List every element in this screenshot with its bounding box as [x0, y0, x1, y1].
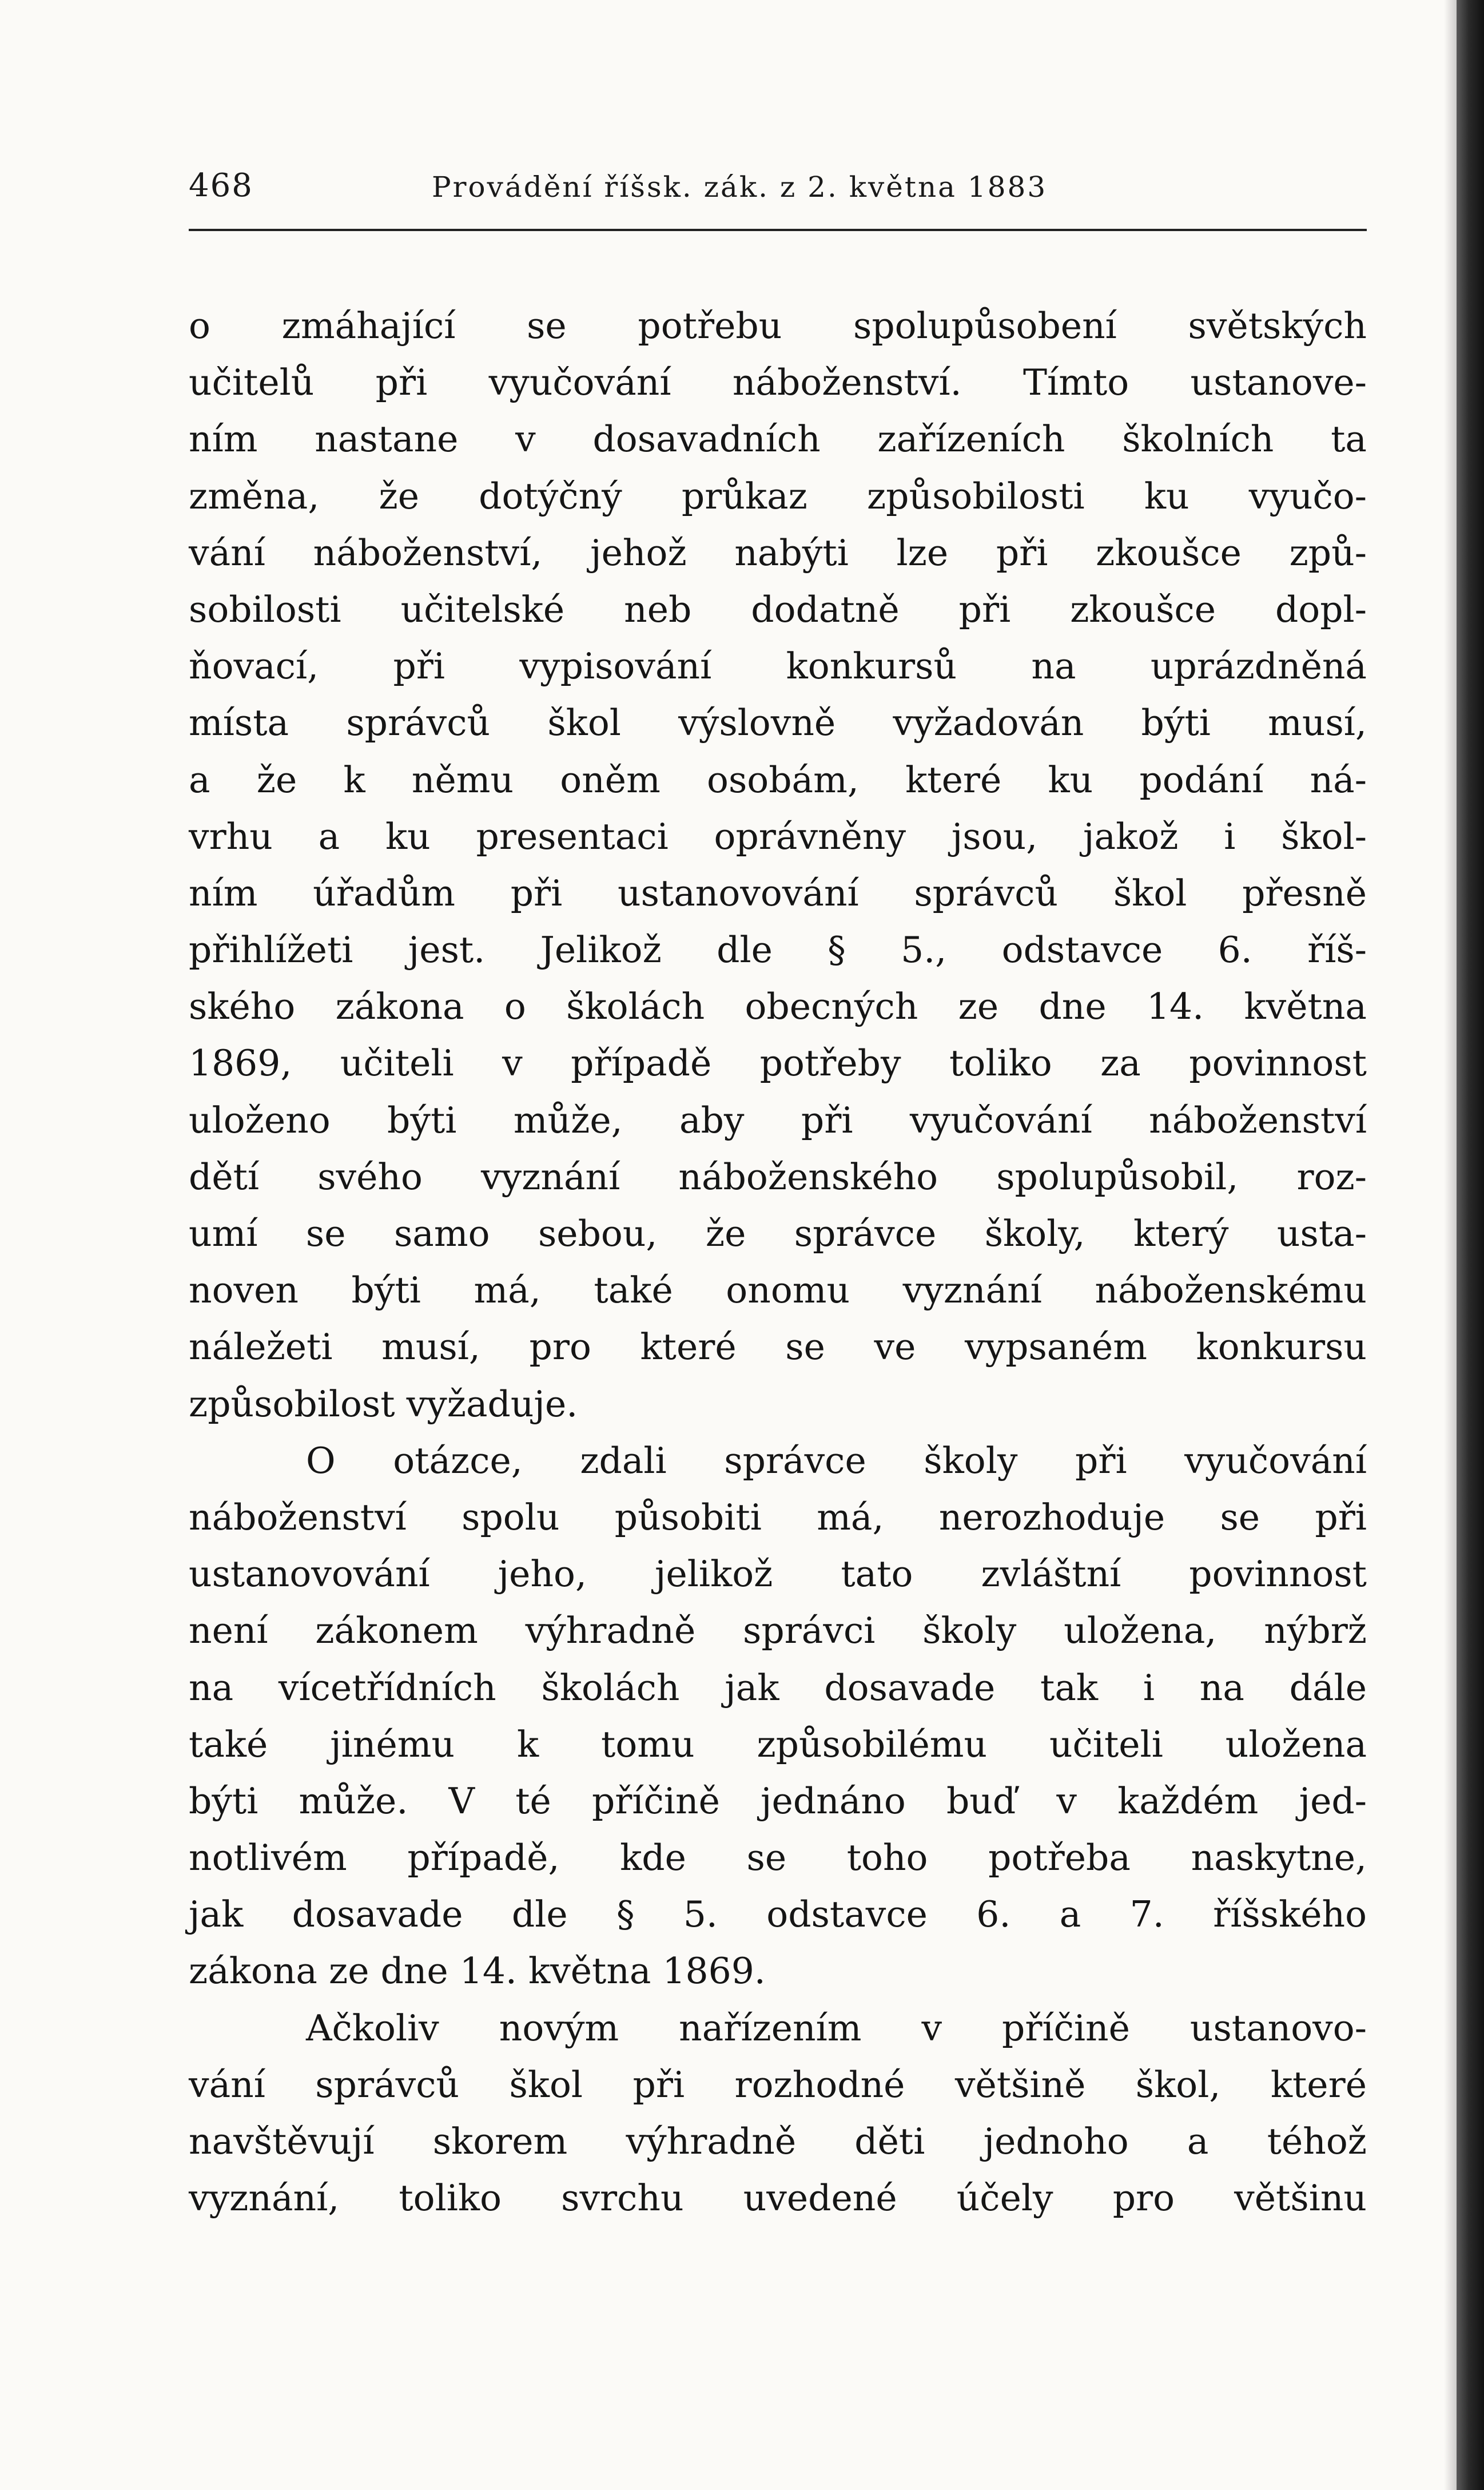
text-line: býti může. V té příčině jednáno buď v každém jed-	[189, 1780, 1367, 1822]
text-line: ním úřadům při ustanovování správců škol přesně	[189, 872, 1367, 914]
text-line: náboženství spolu působiti má, nerozhoduje se při	[189, 1496, 1367, 1538]
header-rule	[189, 229, 1367, 231]
binding-shadow	[1444, 0, 1457, 2490]
text-line: o zmáhající se potřebu spolupůsobení světských	[189, 305, 1367, 347]
text-line: náležeti musí, pro které se ve vypsaném konkursu	[189, 1326, 1367, 1368]
body-text	[189, 297, 1367, 2226]
text-line: noven býti má, také onomu vyznání náboženskému	[189, 1269, 1367, 1312]
text-line: místa správců škol výslovně vyžadován býti musí,	[189, 702, 1367, 744]
text-line: notlivém případě, kde se toho potřeba naskytne,	[189, 1837, 1367, 1879]
running-head: Provádění říšsk. zák. z 2. května 1883	[432, 170, 1048, 204]
text-line: vání správců škol při rozhodné většině škol, které	[189, 2063, 1367, 2106]
text-line: O otázce, zdali správce školy při vyučování	[306, 1439, 1367, 1482]
text-line: umí se samo sebou, že správce školy, který usta-	[189, 1213, 1367, 1254]
text-line: způsobilost vyžaduje.	[189, 1383, 578, 1425]
text-line: učitelů při vyučování náboženství. Tímto ustanove-	[189, 362, 1367, 404]
page-number: 468	[189, 167, 253, 204]
text-line: ním nastane v dosavadních zařízeních školních ta	[189, 418, 1367, 460]
text-line: sobilosti učitelské neb dodatně při zkoušce dopl-	[189, 588, 1367, 630]
text-line: ňovací, při vypisování konkursů na uprázdněná	[189, 645, 1367, 688]
text-line: zákona ze dne 14. května 1869.	[189, 1950, 766, 1992]
text-line: navštěvují skorem výhradně děti jednoho a téhož	[189, 2120, 1367, 2162]
text-line: Ačkoliv novým nařízením v příčině ustanovo-	[306, 2007, 1367, 2049]
text-line: a že k němu oněm osobám, které ku podání ná-	[189, 758, 1367, 801]
text-line: vrhu a ku presentaci oprávněny jsou, jakož i škol-	[189, 815, 1367, 857]
text-line: vání náboženství, jehož nabýti lze při zkoušce způ-	[189, 531, 1367, 574]
text-line: přihlížeti jest. Jelikož dle § 5., odstavce 6. říš-	[189, 929, 1367, 971]
book-binding-edge	[1457, 0, 1484, 2490]
text-line: není zákonem výhradně správci školy uložena, nýbrž	[189, 1610, 1367, 1652]
page-header	[189, 167, 1367, 219]
text-line: jak dosavade dle § 5. odstavce 6. a 7. říšského	[189, 1893, 1367, 1936]
text-line: dětí svého vyznání náboženského spolupůsobil, roz-	[189, 1155, 1367, 1198]
text-line: vyznání, toliko svrchu uvedené účely pro většinu	[189, 2177, 1367, 2219]
text-line: 1869, učiteli v případě potřeby toliko za povinnost	[189, 1042, 1367, 1085]
text-line: uloženo býti může, aby při vyučování náboženství	[189, 1099, 1367, 1141]
text-line: také jinému k tomu způsobilému učiteli uložena	[189, 1723, 1367, 1765]
text-line: na vícetřídních školách jak dosavade tak i na dále	[189, 1666, 1367, 1709]
text-line: ského zákona o školách obecných ze dne 14. května	[189, 986, 1367, 1028]
text-line: změna, že dotýčný průkaz způsobilosti ku vyučo-	[189, 475, 1367, 517]
text-line: ustanovování jeho, jelikož tato zvláštní povinnost	[189, 1553, 1367, 1595]
